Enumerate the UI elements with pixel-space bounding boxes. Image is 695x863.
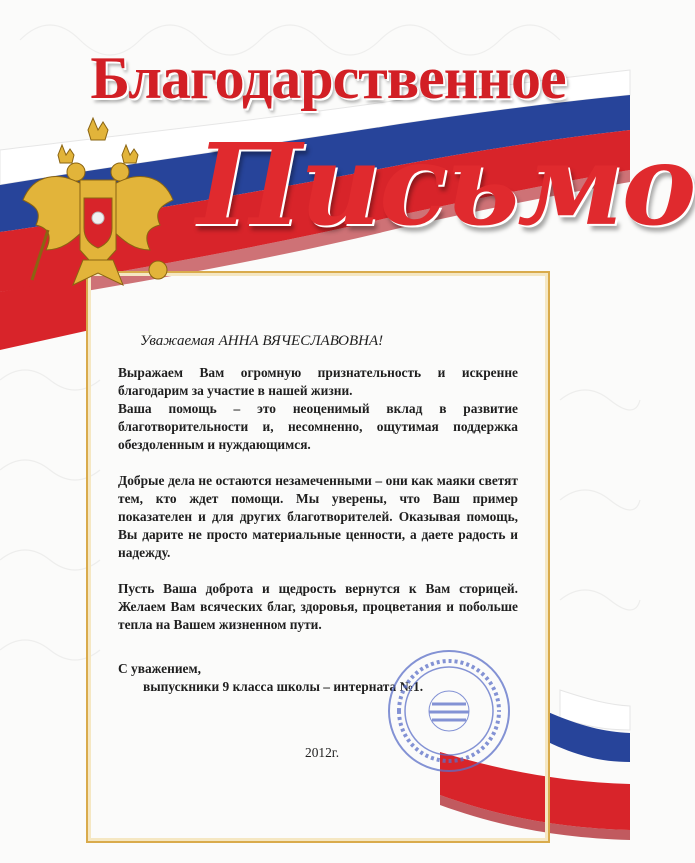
document-date: 2012г. [305, 745, 340, 760]
salutation: Уважаемая АННА ВЯЧЕСЛАВОВНА! [140, 333, 384, 349]
letter-paragraph: Ваша помощь – это неоценимый вклад в развитие благотворительности и, несомненно, ощутимая поддержка обездоленным и нуждающимся. [118, 401, 518, 452]
round-stamp-icon [384, 646, 514, 776]
document-title-line2: Письмо [196, 120, 695, 251]
letter-paragraph: Добрые дела не остаются незамеченными – они как маяки светят тем, кто ждет помощи. Мы уверены, что Ваш пример показателен и для других благотворителей. Оказывая помощь, Вы дарите не просто материальные ценности, а даете радость и надежду. [118, 473, 518, 560]
letter-body [118, 364, 518, 634]
letter-paragraph: Пусть Ваша доброта и щедрость вернутся к Вам сторицей. Желаем Вам всяческих благ, здоровья, процветания и побольше тепла на Вашем жизненном пути. [118, 581, 518, 632]
letter-paragraph: Выражаем Вам огромную признательность и искренне благодарим за участие в нашей жизни. [118, 365, 518, 398]
coat-of-arms-icon [18, 110, 178, 320]
closing: С уважением, [118, 661, 201, 676]
document-title-line1: Благодарственное [90, 45, 566, 111]
signature: выпускники 9 класса школы – интерната №1. [143, 679, 424, 694]
